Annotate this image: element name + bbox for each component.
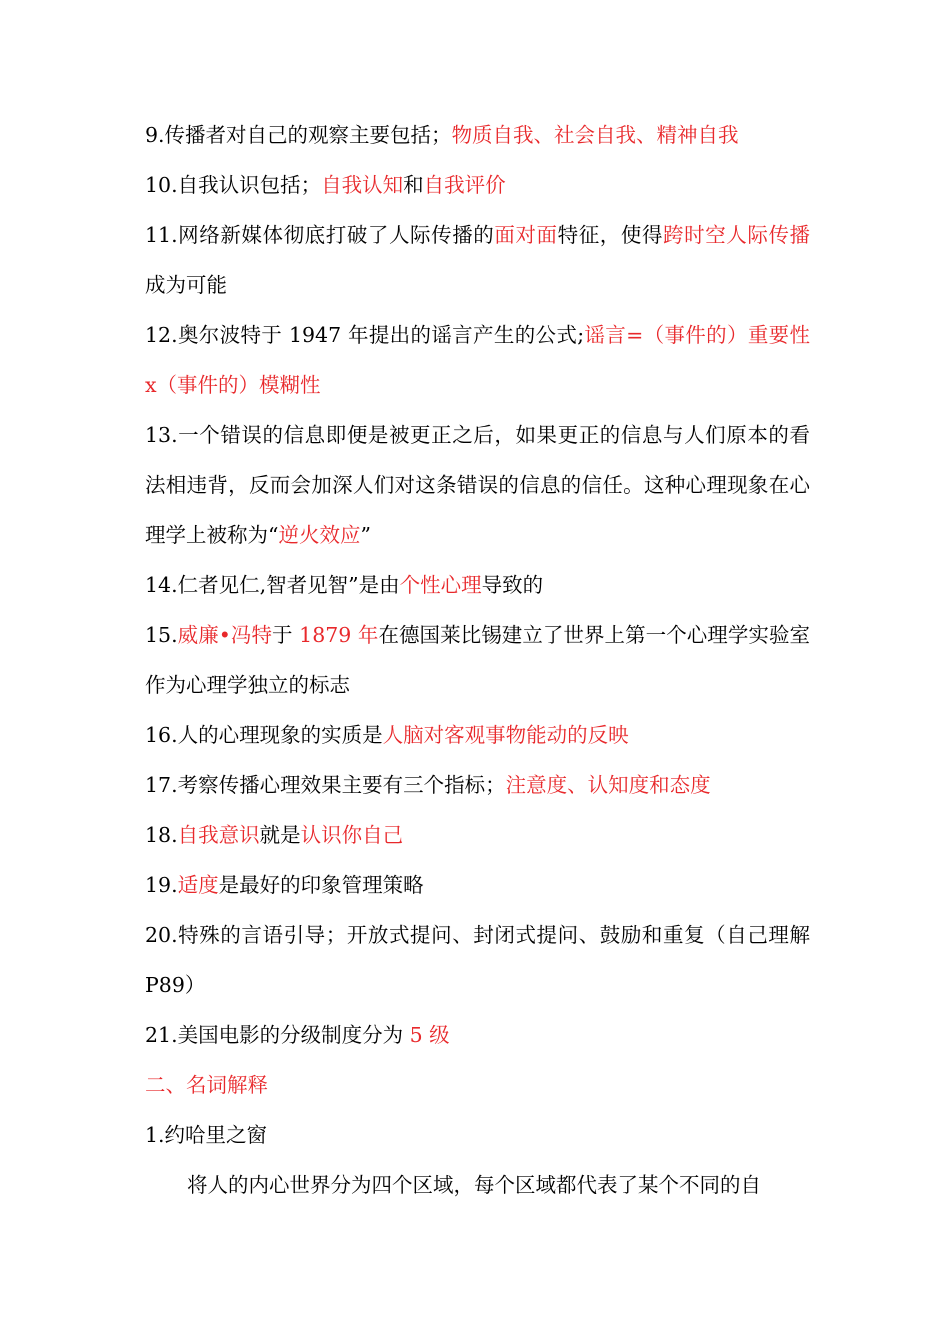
body-text: 在德国莱比锡建立了世界上第一个心理学实验室作为心理学独立的标志 [145,623,811,697]
paragraph-item-12 [145,310,810,410]
highlighted-text: 谣言=（事件的）重要性 x（事件的）模糊性 [145,323,810,397]
body-text: 13.一个错误的信息即便是被更正之后，如果更正的信息与人们原本的看法相违背，反而会加深人们对这条错误的信息的信任。这种心理现象在心理学上被称为“ [145,423,810,547]
body-text: 1.约哈里之窗 [145,1123,268,1147]
body-text: 是最好的印象管理策略 [218,873,424,897]
body-text: 18. [145,823,178,847]
highlighted-text: 面对面 [494,223,558,247]
paragraph-item-10 [145,160,810,210]
body-text: 12.奥尔波特于 1947 年提出的谣言产生的公式; [145,323,585,347]
paragraph-term-1 [145,1110,810,1160]
highlighted-text: 自我认知 [321,173,404,197]
highlighted-text: 5 级 [409,1023,450,1047]
highlighted-text: 1879 年 [299,623,379,647]
highlighted-text: 适度 [177,873,219,897]
highlighted-text: 二、名词解释 [145,1073,268,1097]
paragraph-term-1-def [145,1160,810,1210]
highlighted-text: 注意度、认知度和态度 [505,773,711,797]
body-text: 14.仁者见仁,智者见智”是由 [145,573,400,597]
paragraph-item-15 [145,610,810,710]
paragraph-item-9 [145,110,810,160]
body-text: 就是 [259,823,301,847]
highlighted-text: 认识你自己 [300,823,404,847]
highlighted-text: 人脑对客观事物能动的反映 [382,723,629,747]
body-text: 于 [272,623,300,647]
body-text: 21.美国电影的分级制度分为 [145,1023,410,1047]
body-text: 17.考察传播心理效果主要有三个指标； [145,773,506,797]
highlighted-text: 自我评价 [423,173,506,197]
paragraph-item-17 [145,760,810,810]
body-text: 特征，使得 [557,223,664,247]
body-text: 19. [145,873,178,897]
highlighted-text: 个性心理 [399,573,482,597]
body-text: 11.网络新媒体彻底打破了人际传播的 [145,223,495,247]
highlighted-text: 自我意识 [177,823,260,847]
body-text: 导致的 [481,573,544,597]
document-page [145,110,810,1210]
body-text: 10.自我认识包括； [145,173,322,197]
paragraph-item-18 [145,810,810,860]
highlighted-text: 跨时空人际传播 [663,223,811,247]
paragraph-item-13 [145,410,810,560]
highlighted-text: 威廉•冯特 [177,623,273,647]
body-text: 将人的内心世界分为四个区域，每个区域都代表了某个不同的自 [187,1173,761,1197]
paragraph-item-16 [145,710,810,760]
body-text: 成为可能 [145,273,227,297]
paragraph-item-19 [145,860,810,910]
body-text: ” [360,523,371,547]
body-text: 20.特殊的言语引导；开放式提问、封闭式提问、鼓励和重复（自己理解 P89） [145,923,810,997]
body-text: 和 [403,173,424,197]
body-text: 9.传播者对自己的观察主要包括； [145,123,452,147]
highlighted-text: 逆火效应 [278,523,361,547]
paragraph-item-14 [145,560,810,610]
body-text: 15. [145,623,178,647]
paragraph-item-20 [145,910,810,1010]
paragraph-item-21 [145,1010,810,1060]
paragraph-item-11 [145,210,810,310]
paragraph-section-heading [145,1060,810,1110]
body-text: 16.人的心理现象的实质是 [145,723,383,747]
highlighted-text: 物质自我、社会自我、精神自我 [451,123,739,147]
